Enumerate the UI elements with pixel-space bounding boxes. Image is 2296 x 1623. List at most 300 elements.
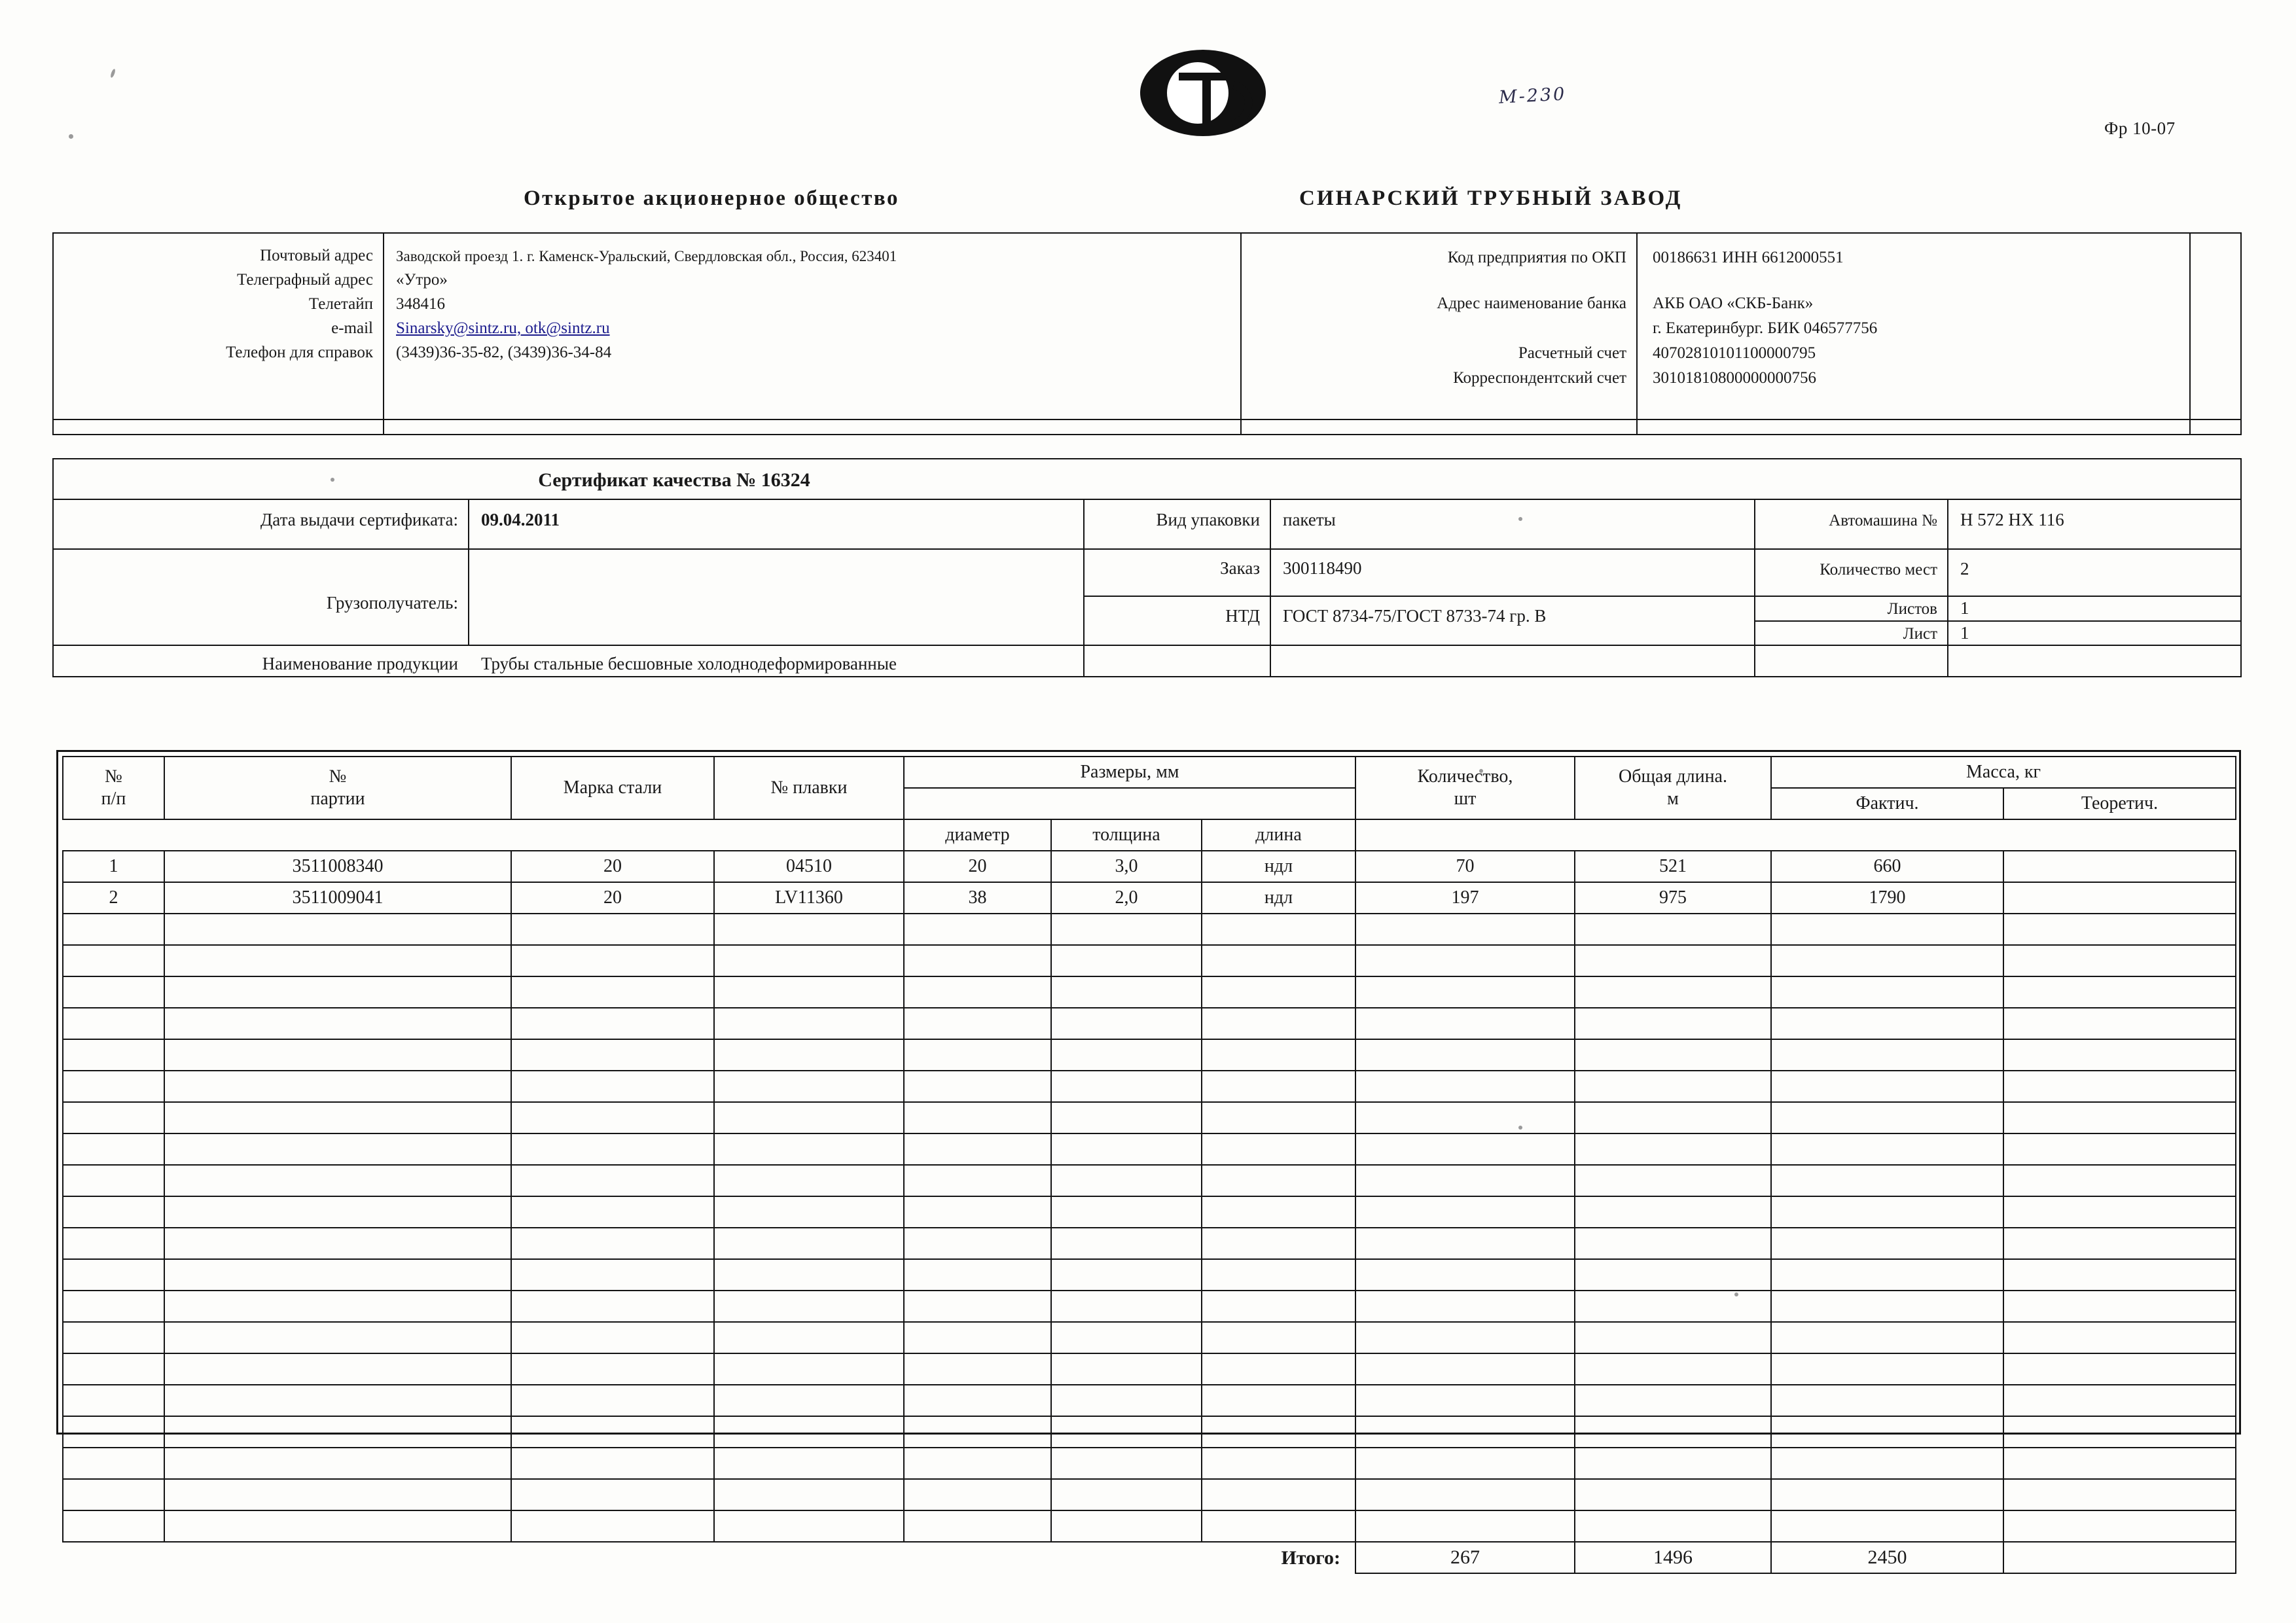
table-row-empty [63, 1071, 2236, 1102]
cell-empty [714, 976, 904, 1008]
handwritten-doc-code: М-230 [1498, 84, 1568, 108]
ntd-value: ГОСТ 8734-75/ГОСТ 8733-74 гр. В [1283, 606, 1547, 626]
cell-empty [1575, 976, 1771, 1008]
cell-empty [1202, 1008, 1355, 1039]
col-header-length: длина [1202, 819, 1355, 851]
cell-empty [164, 1259, 511, 1291]
cell-empty [164, 1510, 511, 1542]
places-value: 2 [1960, 559, 1969, 579]
cell-quantity: 197 [1355, 882, 1575, 914]
cell-empty [63, 914, 164, 945]
cell-empty [1575, 1102, 1771, 1133]
packaging-value: пакеты [1283, 510, 1336, 529]
cell-empty [511, 1259, 714, 1291]
contact-label-postal: Почтовый адрес [260, 247, 373, 264]
cell-length: ндл [1202, 882, 1355, 914]
cell-empty [1202, 1510, 1355, 1542]
table-row-empty [63, 1008, 2236, 1039]
cell-empty [164, 945, 511, 976]
company-logo-icon [1136, 46, 1273, 144]
cell-empty [2003, 1196, 2236, 1228]
cell-empty [63, 1071, 164, 1102]
cell-empty [904, 1071, 1051, 1102]
cell-empty [2003, 1291, 2236, 1322]
cell-empty [2003, 1385, 2236, 1416]
cell-empty [1355, 1102, 1575, 1133]
cell-empty [714, 1008, 904, 1039]
cell-empty [1771, 914, 2003, 945]
cell-empty [1575, 1039, 1771, 1071]
cell-empty [1771, 1448, 2003, 1479]
cell-empty [1202, 1259, 1355, 1291]
cell-empty [1575, 914, 1771, 945]
divider [1947, 499, 1948, 677]
cell-heat-no: LV11360 [714, 882, 904, 914]
cell-empty [2003, 976, 2236, 1008]
cell-empty [1575, 1353, 1771, 1385]
cell-empty [164, 1133, 511, 1165]
company-name-label: СИНАРСКИЙ ТРУБНЫЙ ЗАВОД [1299, 187, 1683, 210]
cell-empty [714, 1416, 904, 1448]
cell-total-length: 521 [1575, 851, 1771, 882]
cell-empty [1051, 1102, 1202, 1133]
cell-empty [63, 1479, 164, 1510]
cell-empty [904, 1416, 1051, 1448]
cell-empty [1051, 1039, 1202, 1071]
cell-no: 1 [63, 851, 164, 882]
col-header-steel-grade: Марка стали [511, 757, 714, 819]
cell-empty [904, 1008, 1051, 1039]
table-row-empty [63, 976, 2236, 1008]
cell-empty [1355, 1196, 1575, 1228]
cell-empty [904, 1102, 1051, 1133]
cell-empty [511, 1071, 714, 1102]
places-label: Количество мест [1820, 561, 1937, 579]
cell-empty [1202, 1322, 1355, 1353]
cell-empty [904, 1165, 1051, 1196]
divider [52, 499, 2242, 500]
cell-empty [1771, 1228, 2003, 1259]
divider [52, 645, 2242, 646]
cell-diameter: 38 [904, 882, 1051, 914]
cell-empty [1051, 1322, 1202, 1353]
sheets-label: Листов [1887, 600, 1937, 618]
cell-empty [714, 1353, 904, 1385]
cell-empty [1771, 1008, 2003, 1039]
cell-empty [164, 1291, 511, 1322]
cell-empty [1202, 914, 1355, 945]
cell-empty [164, 1102, 511, 1133]
cell-empty [904, 1133, 1051, 1165]
bank-label-okp: Код предприятия по ОКП [1447, 249, 1626, 266]
cell-empty [1202, 945, 1355, 976]
cell-empty [1355, 1510, 1575, 1542]
cell-empty [2003, 1165, 2236, 1196]
cell-empty [1355, 1228, 1575, 1259]
table-row-empty [63, 1102, 2236, 1133]
divider [1083, 596, 2242, 597]
contact-value-teletype: 348416 [396, 295, 445, 313]
consignee-label: Грузополучатель: [326, 593, 458, 613]
cell-empty [1771, 1071, 2003, 1102]
cell-mass-theoretical [2003, 882, 2236, 914]
divider [468, 499, 469, 645]
divider [1754, 499, 1755, 677]
total-length: 1496 [1575, 1542, 1771, 1573]
cell-empty [1051, 945, 1202, 976]
cell-empty [1355, 1133, 1575, 1165]
cell-empty [1771, 976, 2003, 1008]
cell-empty [511, 1228, 714, 1259]
cell-empty [63, 976, 164, 1008]
cell-empty [63, 1510, 164, 1542]
cell-empty [904, 945, 1051, 976]
cell-empty [904, 1385, 1051, 1416]
cell-empty [511, 976, 714, 1008]
contact-value-telegraph: «Утро» [396, 271, 448, 289]
total-mass-theoretical [2003, 1542, 2236, 1573]
cell-empty [714, 945, 904, 976]
cell-empty [904, 1228, 1051, 1259]
cell-empty [1202, 1196, 1355, 1228]
cell-empty [1051, 1008, 1202, 1039]
table-row-empty [63, 1228, 2236, 1259]
cell-empty [1051, 1353, 1202, 1385]
cell-empty [904, 1479, 1051, 1510]
cell-empty [164, 1353, 511, 1385]
cell-empty [2003, 1353, 2236, 1385]
bank-value-bank-name: АКБ ОАО «СКБ-Банк» [1653, 294, 1814, 312]
scan-speck [69, 134, 73, 139]
cell-empty [2003, 1510, 2236, 1542]
cell-empty [904, 976, 1051, 1008]
cell-empty [2003, 1133, 2236, 1165]
cell-empty [1202, 1228, 1355, 1259]
cell-empty [1575, 1385, 1771, 1416]
cell-empty [1202, 1071, 1355, 1102]
cell-empty [2003, 1039, 2236, 1071]
cell-empty [2003, 945, 2236, 976]
cell-empty [904, 1259, 1051, 1291]
cell-empty [1575, 1416, 1771, 1448]
cell-batch: 3511009041 [164, 882, 511, 914]
cell-empty [1202, 1102, 1355, 1133]
ntd-label: НТД [1225, 606, 1260, 626]
bank-value-bank-city: г. Екатеринбург. БИК 046577756 [1653, 319, 1878, 337]
col-header-no-line1: № [105, 766, 122, 787]
table-row-empty [63, 1322, 2236, 1353]
cell-empty [1355, 1259, 1575, 1291]
cell-empty [1051, 1259, 1202, 1291]
cell-empty [714, 1071, 904, 1102]
col-header-batch: № партии [164, 757, 511, 819]
cell-empty [1771, 1479, 2003, 1510]
cell-empty [714, 1039, 904, 1071]
product-label: Наименование продукции [262, 654, 458, 673]
cell-empty [2003, 1259, 2236, 1291]
table-row-empty [63, 1259, 2236, 1291]
cell-mass-actual: 660 [1771, 851, 2003, 882]
col-header-no-line2: п/п [101, 789, 126, 809]
cell-empty [1575, 1510, 1771, 1542]
cell-empty [1771, 1385, 2003, 1416]
cell-batch: 3511008340 [164, 851, 511, 882]
cell-empty [1202, 1416, 1355, 1448]
cell-empty [1575, 1322, 1771, 1353]
cell-empty [164, 1071, 511, 1102]
cell-empty [2003, 1448, 2236, 1479]
sheet-label: Лист [1903, 625, 1937, 643]
cell-empty [2003, 1008, 2236, 1039]
table-total-row [63, 1542, 2236, 1573]
cell-empty [904, 1448, 1051, 1479]
cell-empty [1771, 1039, 2003, 1071]
cell-empty [511, 1448, 714, 1479]
cell-empty [1355, 1291, 1575, 1322]
cell-empty [714, 1291, 904, 1322]
cell-empty [63, 1228, 164, 1259]
bank-label-corr-account: Корреспондентский счет [1453, 369, 1626, 387]
col-header-total-length: Общая длина. м [1575, 757, 1771, 819]
cell-mass-actual: 1790 [1771, 882, 2003, 914]
table-subheader-dimensions [63, 819, 2236, 851]
cell-empty [714, 1228, 904, 1259]
col-header-mass: Масса, кг [1771, 757, 2236, 788]
table-row-empty [63, 1133, 2236, 1165]
cell-empty [1575, 1008, 1771, 1039]
form-code: Фр 10-07 [2104, 118, 2176, 138]
table-row-empty [63, 914, 2236, 945]
cell-empty [1575, 1228, 1771, 1259]
col-header-mass-theoretical: Теоретич. [2003, 788, 2236, 819]
total-label: Итого: [1202, 1542, 1355, 1573]
cell-empty [1051, 1196, 1202, 1228]
cell-empty [1575, 945, 1771, 976]
divider [383, 232, 384, 435]
sheet-value: 1 [1960, 623, 1969, 643]
cell-empty [511, 1479, 714, 1510]
contact-value-email[interactable]: Sinarsky@sintz.ru, otk@sintz.ru [396, 319, 610, 337]
cell-empty [63, 1133, 164, 1165]
table-row-empty [63, 1291, 2236, 1322]
cell-empty [714, 1102, 904, 1133]
cell-empty [511, 1385, 714, 1416]
cell-empty [714, 1479, 904, 1510]
cell-empty [1355, 1071, 1575, 1102]
col-header-dimensions: Размеры, мм [904, 757, 1355, 788]
cell-empty [714, 1510, 904, 1542]
cell-empty [1202, 1133, 1355, 1165]
cell-empty [511, 1353, 714, 1385]
cell-empty [1051, 1165, 1202, 1196]
divider [1636, 232, 1638, 435]
col-header-diameter: диаметр [904, 819, 1051, 851]
cell-empty [1355, 1322, 1575, 1353]
cell-empty [63, 1196, 164, 1228]
scan-speck [110, 69, 116, 79]
vehicle-label: Автомашина № [1829, 512, 1937, 529]
cell-empty [1771, 1510, 2003, 1542]
cell-thickness: 2,0 [1051, 882, 1202, 914]
cell-empty [1575, 1448, 1771, 1479]
cell-empty [164, 1479, 511, 1510]
cell-empty [1355, 1165, 1575, 1196]
cell-empty [2003, 1479, 2236, 1510]
cell-empty [1202, 1353, 1355, 1385]
divider [1754, 620, 2242, 622]
cell-empty [904, 1353, 1051, 1385]
cell-empty [164, 1196, 511, 1228]
cell-empty [1771, 945, 2003, 976]
cell-empty [1355, 1039, 1575, 1071]
vehicle-value: Н 572 НХ 116 [1960, 510, 2064, 529]
table-row-empty [63, 1479, 2236, 1510]
cell-no: 2 [63, 882, 164, 914]
cell-empty [164, 1416, 511, 1448]
certificate-title: Сертификат качества № 16324 [538, 469, 810, 491]
cell-empty [904, 1510, 1051, 1542]
cell-empty [164, 1322, 511, 1353]
divider [52, 419, 2242, 420]
col-header-quantity: Количество, шт [1355, 757, 1575, 819]
cell-empty [1202, 1448, 1355, 1479]
company-type-label: Открытое акционерное общество [524, 187, 900, 210]
cell-empty [511, 1165, 714, 1196]
cell-empty [1575, 1479, 1771, 1510]
cell-empty [1051, 1479, 1202, 1510]
cell-empty [1355, 1353, 1575, 1385]
cell-empty [511, 1322, 714, 1353]
cell-length: ндл [1202, 851, 1355, 882]
contacts-bank-box [52, 232, 2242, 435]
cell-empty [1202, 1479, 1355, 1510]
cell-empty [1355, 914, 1575, 945]
cell-empty [1771, 1133, 2003, 1165]
table-header-row-1 [63, 757, 2236, 788]
cell-empty [714, 1196, 904, 1228]
table-row [63, 882, 2236, 914]
cell-total-length: 975 [1575, 882, 1771, 914]
bank-value-okp: 00186631 ИНН 6612000551 [1653, 249, 1844, 266]
cell-empty [1355, 976, 1575, 1008]
cell-diameter: 20 [904, 851, 1051, 882]
packaging-label: Вид упаковки [1156, 510, 1260, 529]
contact-label-teletype: Телетайп [308, 295, 373, 313]
cell-empty [714, 1133, 904, 1165]
cell-empty [63, 1008, 164, 1039]
cell-empty [511, 1133, 714, 1165]
divider [2189, 232, 2191, 435]
divider [1083, 499, 1085, 677]
cell-empty [63, 1291, 164, 1322]
cell-empty [2003, 1416, 2236, 1448]
cell-empty [511, 914, 714, 945]
cell-empty [164, 1008, 511, 1039]
cell-empty [904, 1322, 1051, 1353]
cell-empty [714, 914, 904, 945]
bank-label-account: Расчетный счет [1518, 344, 1626, 362]
cell-empty [1202, 1291, 1355, 1322]
cell-thickness: 3,0 [1051, 851, 1202, 882]
cell-mass-theoretical [2003, 851, 2236, 882]
cell-empty [1051, 1291, 1202, 1322]
table-row-empty [63, 1353, 2236, 1385]
cell-empty [511, 1510, 714, 1542]
divider [1270, 499, 1271, 677]
cell-empty [164, 1165, 511, 1196]
cell-empty [1771, 1165, 2003, 1196]
cell-empty [1575, 1133, 1771, 1165]
divider [52, 548, 2242, 550]
cell-empty [904, 1196, 1051, 1228]
cell-empty [1771, 1353, 2003, 1385]
bank-label-bank: Адрес наименование банка [1437, 294, 1626, 312]
cell-empty [1355, 1008, 1575, 1039]
cell-empty [1202, 1385, 1355, 1416]
cell-empty [904, 1039, 1051, 1071]
cell-empty [714, 1165, 904, 1196]
col-header-thickness: толщина [1051, 819, 1202, 851]
cell-empty [1051, 1385, 1202, 1416]
col-header-no [63, 757, 164, 819]
cell-empty [511, 1008, 714, 1039]
cell-empty [2003, 914, 2236, 945]
table-row-empty [63, 1385, 2236, 1416]
cell-empty [164, 976, 511, 1008]
cell-quantity: 70 [1355, 851, 1575, 882]
cell-empty [714, 1259, 904, 1291]
order-value: 300118490 [1283, 558, 1362, 578]
cell-empty [63, 1385, 164, 1416]
table-row-empty [63, 945, 2236, 976]
cell-empty [511, 945, 714, 976]
cell-empty [1051, 976, 1202, 1008]
cell-empty [63, 1448, 164, 1479]
contact-label-email: e-mail [331, 319, 373, 337]
cell-empty [904, 914, 1051, 945]
cell-empty [1575, 1196, 1771, 1228]
order-label: Заказ [1220, 558, 1260, 578]
cell-empty [1051, 914, 1202, 945]
contact-label-phone: Телефон для справок [226, 344, 373, 361]
cell-empty [1771, 1416, 2003, 1448]
product-table [62, 756, 2236, 1574]
table-row-empty [63, 1039, 2236, 1071]
cell-empty [1575, 1259, 1771, 1291]
cell-empty [164, 914, 511, 945]
cell-empty [1575, 1165, 1771, 1196]
col-header-mass-actual: Фактич. [1771, 788, 2003, 819]
cell-steel-grade: 20 [511, 882, 714, 914]
table-row-empty [63, 1448, 2236, 1479]
cell-empty [1051, 1510, 1202, 1542]
cell-empty [63, 1259, 164, 1291]
total-quantity: 267 [1355, 1542, 1575, 1573]
cell-empty [164, 1228, 511, 1259]
cell-empty [511, 1102, 714, 1133]
cell-empty [1771, 1259, 2003, 1291]
cell-empty [2003, 1071, 2236, 1102]
cell-empty [63, 1102, 164, 1133]
cell-empty [2003, 1102, 2236, 1133]
cell-empty [1771, 1291, 2003, 1322]
sheets-value: 1 [1960, 598, 1969, 618]
cell-empty [511, 1416, 714, 1448]
contact-label-telegraph: Телеграфный адрес [237, 271, 373, 289]
cell-empty [63, 1416, 164, 1448]
cell-empty [1575, 1071, 1771, 1102]
cell-empty [1202, 976, 1355, 1008]
